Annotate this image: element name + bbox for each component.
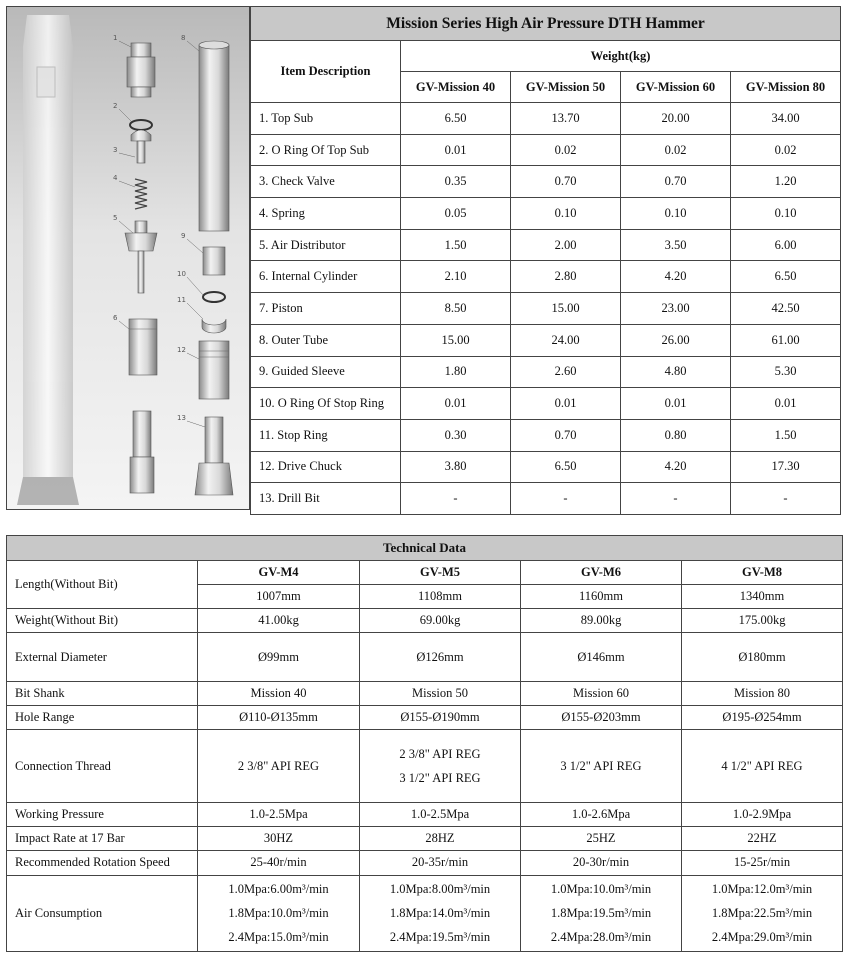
diagram-label-3: 3 <box>113 146 118 154</box>
table-row <box>251 166 841 198</box>
part-outer-tube <box>199 41 229 231</box>
part-drill-bit <box>195 417 233 495</box>
spec-value: Ø99mm <box>198 633 360 681</box>
parts-weight-table <box>250 6 841 515</box>
thread-line: 3 1/2" API REG <box>560 759 642 774</box>
diagram-label-6: 6 <box>113 314 118 322</box>
weight-value: - <box>401 483 511 515</box>
spec-value: 41.00kg <box>198 609 360 633</box>
weight-value: 6.00 <box>731 229 841 261</box>
weight-value: 0.10 <box>731 198 841 230</box>
item-description: 8. Outer Tube <box>251 324 401 356</box>
tech-model-header: GV-M4 <box>198 561 360 585</box>
spec-value: Ø195-Ø254mm <box>682 705 843 729</box>
weight-value: 8.50 <box>401 293 511 325</box>
spec-value: Ø146mm <box>521 633 682 681</box>
weight-value: 4.80 <box>621 356 731 388</box>
hammer-parts-illustration <box>7 7 250 510</box>
item-description: 5. Air Distributor <box>251 229 401 261</box>
table-row <box>251 356 841 388</box>
diagram-label-5: 5 <box>113 214 118 222</box>
item-description: 13. Drill Bit <box>251 483 401 515</box>
spec-value: Ø110-Ø135mm <box>198 705 360 729</box>
weight-value: 0.70 <box>511 166 621 198</box>
weight-value: 4.20 <box>621 261 731 293</box>
item-description: 4. Spring <box>251 198 401 230</box>
weight-value: 0.02 <box>511 134 621 166</box>
spec-value: 1.0-2.9Mpa <box>682 803 843 827</box>
part-piston <box>130 411 154 493</box>
spec-label-rotation-speed: Recommended Rotation Speed <box>7 851 198 875</box>
weight-value: 3.80 <box>401 451 511 483</box>
diagram-label-2: 2 <box>113 102 118 110</box>
spec-label-working-pressure: Working Pressure <box>7 803 198 827</box>
air-line: 2.4Mpa:28.0m³/min <box>550 930 652 945</box>
diagram-label-13: 13 <box>177 414 186 422</box>
item-description: 10. O Ring Of Stop Ring <box>251 388 401 420</box>
weight-value: 24.00 <box>511 324 621 356</box>
weight-value: 1.80 <box>401 356 511 388</box>
tech-model-header: GV-M5 <box>360 561 521 585</box>
weight-value: 17.30 <box>731 451 841 483</box>
table-row <box>251 103 841 135</box>
weight-value: 6.50 <box>511 451 621 483</box>
table-row <box>251 261 841 293</box>
weight-value: 0.01 <box>401 134 511 166</box>
weight-value: 42.50 <box>731 293 841 325</box>
hammer-exploded-diagram <box>6 6 250 510</box>
spec-value: 1340mm <box>682 585 843 609</box>
spec-value: 1007mm <box>198 585 360 609</box>
weight-value: 2.00 <box>511 229 621 261</box>
item-description: 2. O Ring Of Top Sub <box>251 134 401 166</box>
weight-value: 6.50 <box>401 103 511 135</box>
spec-value: Ø155-Ø190mm <box>360 705 521 729</box>
weight-value: 1.20 <box>731 166 841 198</box>
weight-value: 1.50 <box>401 229 511 261</box>
weight-value: 23.00 <box>621 293 731 325</box>
part-stop-ring <box>202 319 226 333</box>
air-line: 2.4Mpa:29.0m³/min <box>711 930 813 945</box>
weight-value: 4.20 <box>621 451 731 483</box>
spec-value: 89.00kg <box>521 609 682 633</box>
table-row <box>251 324 841 356</box>
weight-value: 5.30 <box>731 356 841 388</box>
spec-value: Mission 40 <box>198 681 360 705</box>
spec-value <box>360 875 521 951</box>
spec-value: 15-25r/min <box>682 851 843 875</box>
spec-label-hole-range: Hole Range <box>7 705 198 729</box>
parts-table-body <box>251 103 841 515</box>
spec-value <box>198 729 360 802</box>
weight-value: 0.05 <box>401 198 511 230</box>
spec-label-bit-shank: Bit Shank <box>7 681 198 705</box>
part-top-sub <box>127 43 155 97</box>
air-line: 1.8Mpa:10.0m³/min <box>228 906 329 921</box>
part-internal-cylinder <box>129 319 157 375</box>
table-row <box>251 419 841 451</box>
weight-value: 0.01 <box>731 388 841 420</box>
table-row <box>251 451 841 483</box>
diagram-label-9: 9 <box>181 232 186 240</box>
spec-value: Mission 80 <box>682 681 843 705</box>
table-row <box>251 293 841 325</box>
part-air-distributor <box>125 221 157 293</box>
spec-value: Ø126mm <box>360 633 521 681</box>
spec-label-diameter: External Diameter <box>7 633 198 681</box>
weight-value: 61.00 <box>731 324 841 356</box>
spec-value: Mission 60 <box>521 681 682 705</box>
part-guided-sleeve <box>203 247 225 275</box>
top-section <box>6 6 840 510</box>
weight-value: 1.50 <box>731 419 841 451</box>
weight-value: 0.35 <box>401 166 511 198</box>
tech-model-header: GV-M6 <box>521 561 682 585</box>
spec-label-impact-rate: Impact Rate at 17 Bar <box>7 827 198 851</box>
spec-value: 20-35r/min <box>360 851 521 875</box>
item-description: 3. Check Valve <box>251 166 401 198</box>
air-line: 1.8Mpa:19.5m³/min <box>550 906 652 921</box>
spec-label-connection-thread: Connection Thread <box>7 729 198 802</box>
air-line: 1.0Mpa:6.00m³/min <box>228 882 329 897</box>
table-row <box>251 388 841 420</box>
part-o-ring-stop-ring <box>203 292 225 302</box>
air-line: 2.4Mpa:19.5m³/min <box>389 930 491 945</box>
diagram-label-1: 1 <box>113 34 118 42</box>
spec-value: Mission 50 <box>360 681 521 705</box>
spec-value: 1160mm <box>521 585 682 609</box>
spec-value: 30HZ <box>198 827 360 851</box>
spec-value <box>521 875 682 951</box>
thread-line: 2 3/8" API REG <box>237 759 320 774</box>
weight-value: 2.80 <box>511 261 621 293</box>
weight-value: 2.10 <box>401 261 511 293</box>
spec-value: Ø180mm <box>682 633 843 681</box>
part-spring <box>135 179 147 209</box>
thread-line: 2 3/8" API REG <box>399 747 481 762</box>
model-header: GV-Mission 80 <box>731 72 841 103</box>
weight-value: 2.60 <box>511 356 621 388</box>
weight-value: 15.00 <box>511 293 621 325</box>
table-row <box>251 198 841 230</box>
air-line: 1.0Mpa:8.00m³/min <box>389 882 491 897</box>
air-line: 1.0Mpa:10.0m³/min <box>550 882 652 897</box>
thread-line: 4 1/2" API REG <box>721 759 803 774</box>
spec-value: 1.0-2.5Mpa <box>198 803 360 827</box>
weight-value: 0.01 <box>621 388 731 420</box>
weight-value: 0.70 <box>511 419 621 451</box>
weight-value: 0.10 <box>511 198 621 230</box>
weight-value: 13.70 <box>511 103 621 135</box>
table-row <box>251 229 841 261</box>
weight-value: 26.00 <box>621 324 731 356</box>
weight-value: - <box>731 483 841 515</box>
spec-value <box>682 729 843 802</box>
tech-model-header: GV-M8 <box>682 561 843 585</box>
weight-header: Weight(kg) <box>401 41 841 72</box>
weight-value: 15.00 <box>401 324 511 356</box>
weight-value: 0.01 <box>401 388 511 420</box>
weight-value: 6.50 <box>731 261 841 293</box>
spec-value: 69.00kg <box>360 609 521 633</box>
spec-label-air-consumption: Air Consumption <box>7 875 198 951</box>
air-line: 1.8Mpa:22.5m³/min <box>711 906 813 921</box>
air-line: 1.0Mpa:12.0m³/min <box>711 882 813 897</box>
spec-value <box>521 729 682 802</box>
weight-value: - <box>621 483 731 515</box>
spec-value: Ø155-Ø203mm <box>521 705 682 729</box>
table-row <box>251 483 841 515</box>
weight-value: 3.50 <box>621 229 731 261</box>
weight-value: 0.10 <box>621 198 731 230</box>
air-line: 2.4Mpa:15.0m³/min <box>228 930 329 945</box>
spec-value: 25-40r/min <box>198 851 360 875</box>
spec-value: 20-30r/min <box>521 851 682 875</box>
spec-value <box>360 729 521 802</box>
assembled-hammer-ghost <box>17 15 79 505</box>
spec-value <box>198 875 360 951</box>
part-drive-chuck <box>199 341 229 399</box>
thread-line: 3 1/2" API REG <box>399 771 481 786</box>
weight-value: 0.01 <box>511 388 621 420</box>
spec-value: 1.0-2.6Mpa <box>521 803 682 827</box>
spec-value: 25HZ <box>521 827 682 851</box>
spec-value: 28HZ <box>360 827 521 851</box>
spec-value: 22HZ <box>682 827 843 851</box>
weight-table-title: Mission Series High Air Pressure DTH Hammer <box>251 7 841 41</box>
weight-value: 0.70 <box>621 166 731 198</box>
spec-value <box>682 875 843 951</box>
weight-value: 0.02 <box>731 134 841 166</box>
item-description: 7. Piston <box>251 293 401 325</box>
item-description: 11. Stop Ring <box>251 419 401 451</box>
model-header: GV-Mission 40 <box>401 72 511 103</box>
weight-value: 0.02 <box>621 134 731 166</box>
technical-data-title: Technical Data <box>7 536 843 561</box>
diagram-label-12: 12 <box>177 346 186 354</box>
diagram-label-4: 4 <box>113 174 118 182</box>
spec-value: 1.0-2.5Mpa <box>360 803 521 827</box>
item-description: 1. Top Sub <box>251 103 401 135</box>
item-description-header: Item Description <box>251 41 401 103</box>
weight-value: 0.80 <box>621 419 731 451</box>
spec-value: 1108mm <box>360 585 521 609</box>
diagram-label-8: 8 <box>181 34 186 42</box>
spec-label-weight: Weight(Without Bit) <box>7 609 198 633</box>
spec-value: 175.00kg <box>682 609 843 633</box>
part-o-ring-top-sub <box>130 120 152 130</box>
weight-value: - <box>511 483 621 515</box>
part-check-valve <box>131 130 151 163</box>
table-row <box>251 134 841 166</box>
diagram-label-10: 10 <box>177 270 186 278</box>
model-header: GV-Mission 50 <box>511 72 621 103</box>
weight-value: 0.30 <box>401 419 511 451</box>
weight-value: 20.00 <box>621 103 731 135</box>
technical-data-table <box>6 535 843 952</box>
model-header: GV-Mission 60 <box>621 72 731 103</box>
air-line: 1.8Mpa:14.0m³/min <box>389 906 491 921</box>
diagram-label-11: 11 <box>177 296 186 304</box>
item-description: 9. Guided Sleeve <box>251 356 401 388</box>
spec-label-length: Length(Without Bit) <box>7 561 198 609</box>
item-description: 12. Drive Chuck <box>251 451 401 483</box>
item-description: 6. Internal Cylinder <box>251 261 401 293</box>
weight-value: 34.00 <box>731 103 841 135</box>
